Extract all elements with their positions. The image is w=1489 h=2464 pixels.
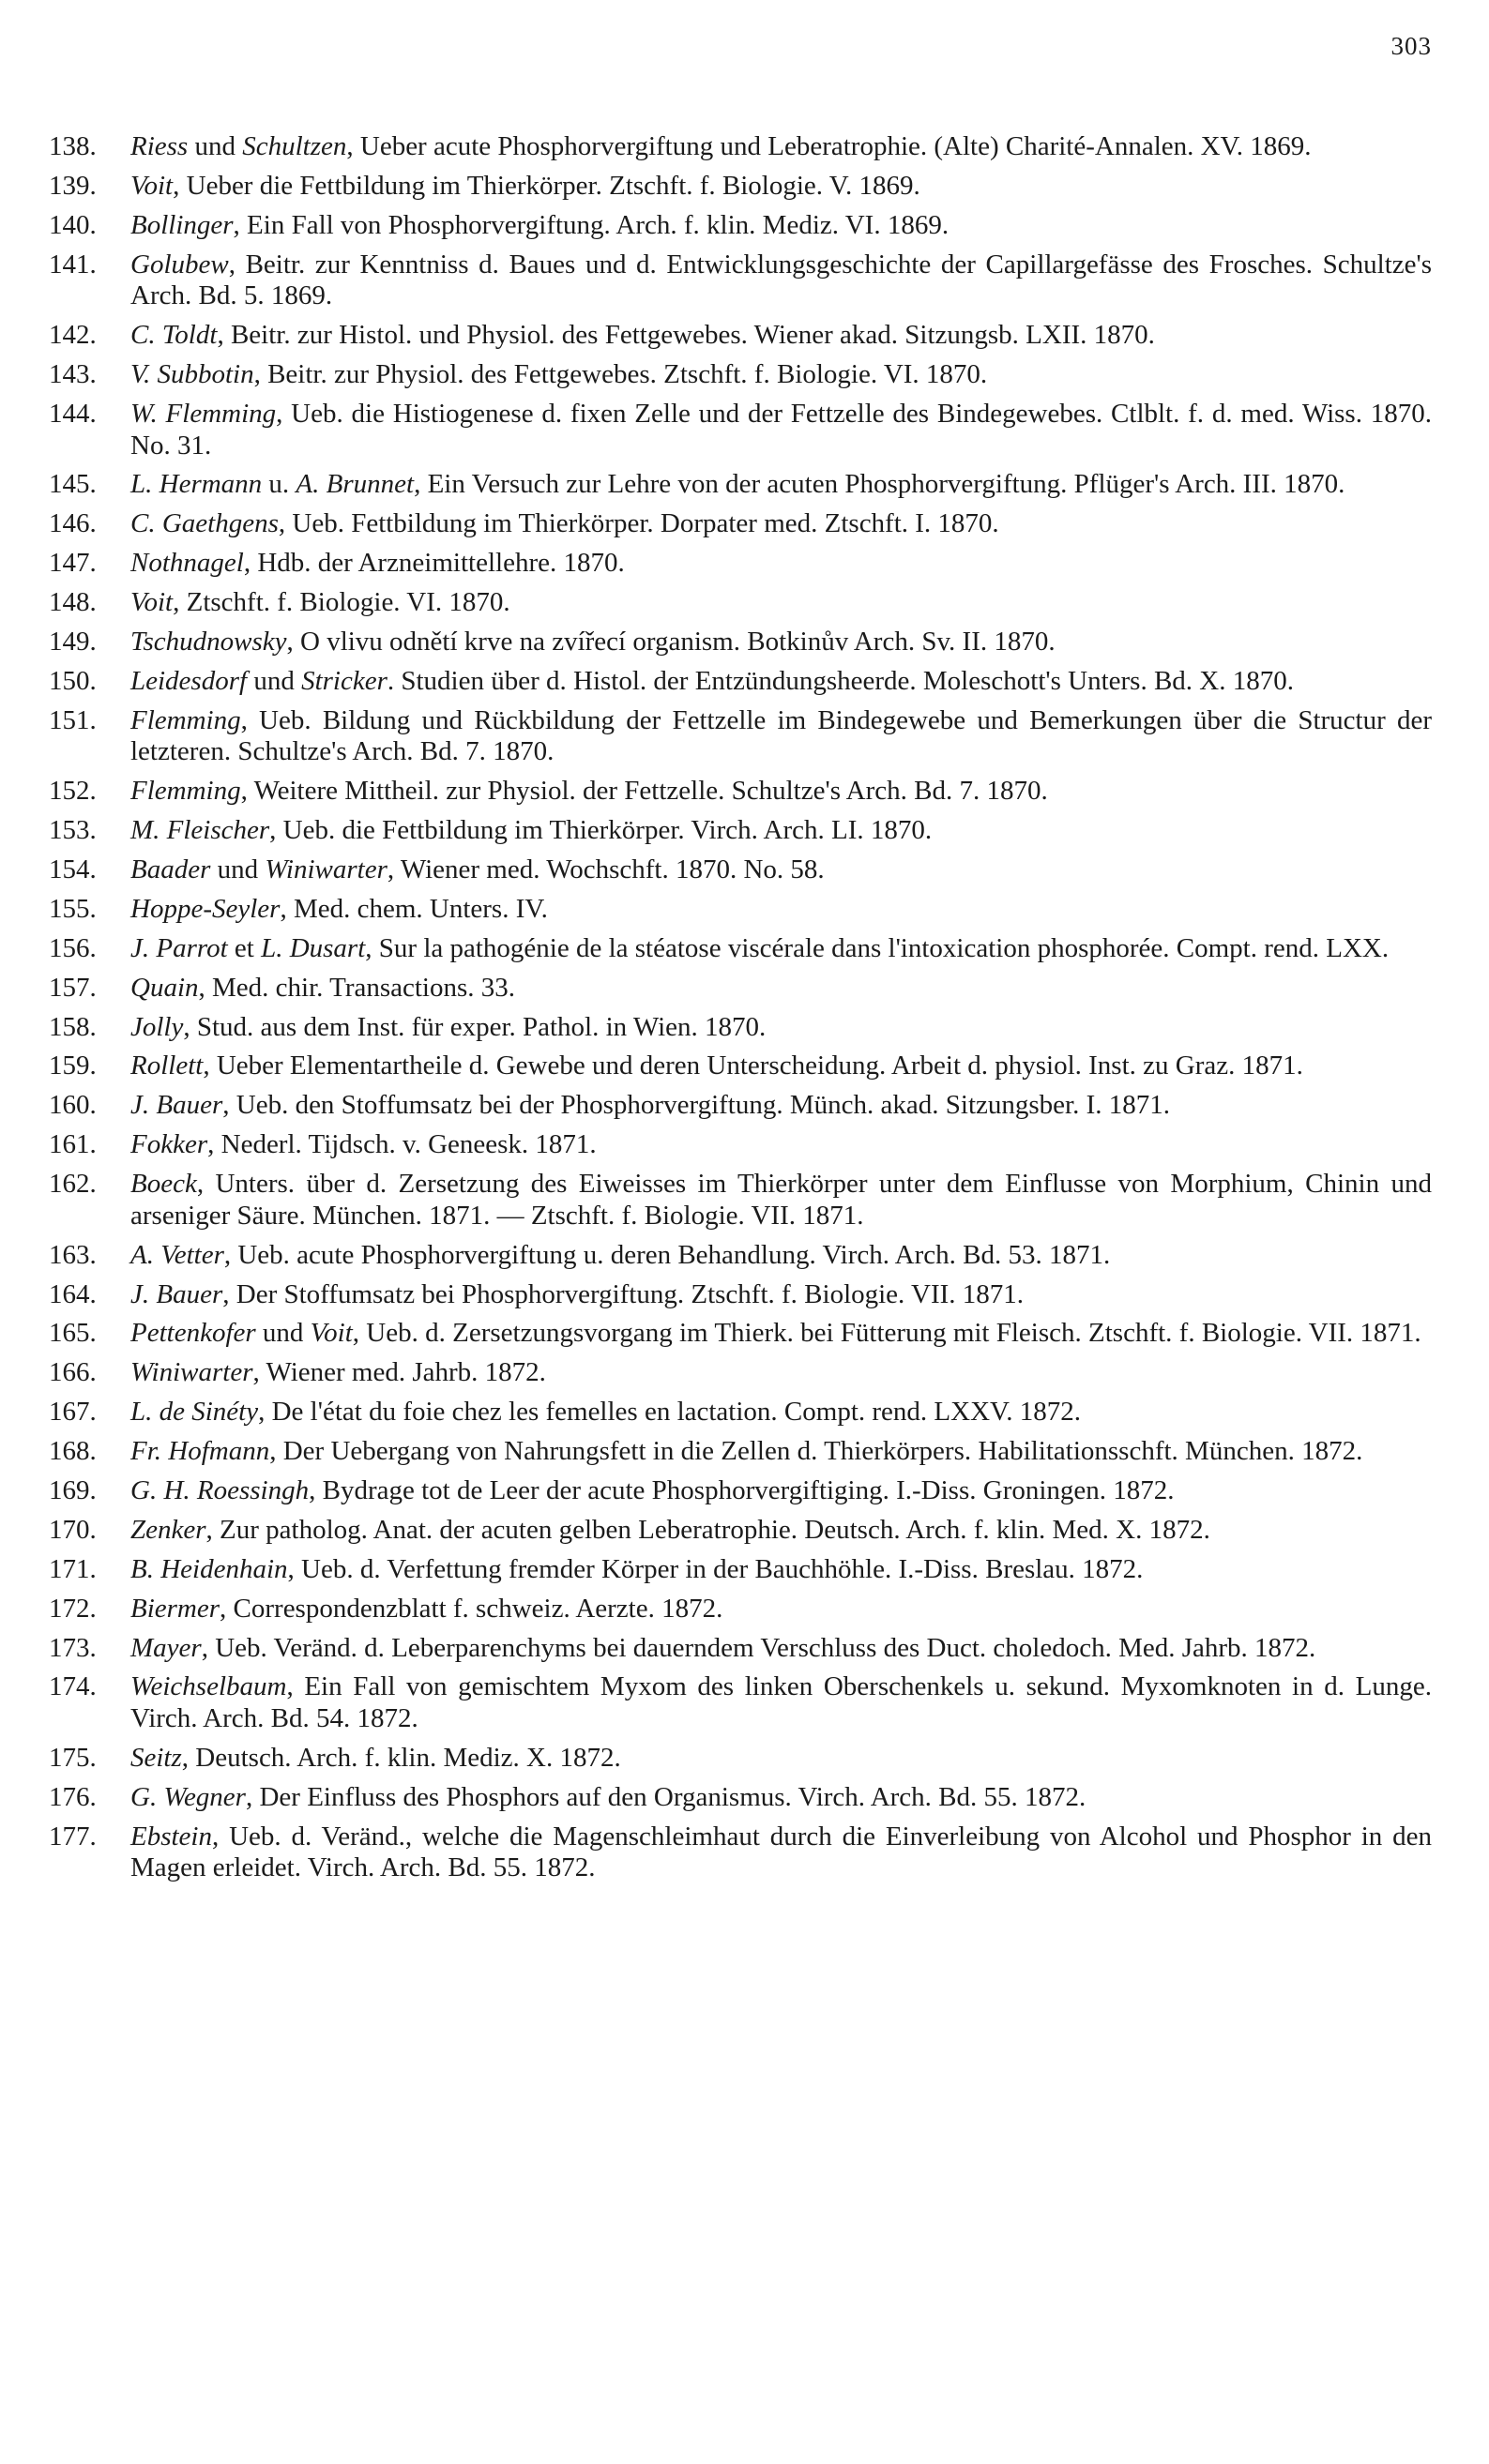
reference-number: 171. xyxy=(49,1553,97,1584)
reference-author: Voit xyxy=(310,1318,353,1349)
reference-entry xyxy=(49,249,1432,312)
reference-entry xyxy=(49,1012,1432,1044)
reference-body xyxy=(130,1169,1432,1232)
reference-author: Biermer xyxy=(130,1593,220,1624)
reference-author: J. Bauer xyxy=(130,1278,223,1309)
reference-text: , Correspondenzblatt f. schweiz. Aerzte. 1872. xyxy=(220,1593,723,1624)
reference-number: 154. xyxy=(49,854,97,885)
reference-text: , Med. chir. Transactions. 33. xyxy=(198,972,516,1003)
reference-number: 170. xyxy=(49,1514,97,1545)
reference-entry xyxy=(49,320,1432,352)
reference-text: , Ueber acute Phosphorvergiftung und Leberatrophie. (Alte) Charité-Annalen. XV. 1869. xyxy=(346,131,1312,161)
reference-body xyxy=(130,1240,1432,1272)
reference-number: 152. xyxy=(49,776,97,807)
reference-number: 144. xyxy=(49,398,97,429)
reference-author: Baader xyxy=(130,854,211,885)
reference-text: . Studien über d. Histol. der Entzündungsheerde. Moleschott's Unters. Bd. X. 1870. xyxy=(387,665,1294,696)
reference-number: 176. xyxy=(49,1781,97,1812)
reference-conjunction: et xyxy=(227,932,262,963)
reference-author: Stricker xyxy=(301,665,387,696)
reference-number: 162. xyxy=(49,1169,97,1200)
reference-body xyxy=(130,1090,1432,1122)
reference-text: , Ueb. d. Zersetzungsvorgang im Thierk. bei Fütterung mit Fleisch. Ztschft. f. Biologie. VII. 1871. xyxy=(352,1318,1421,1349)
reference-author: Schultzen xyxy=(242,131,347,161)
reference-author: L. Dusart xyxy=(261,932,366,963)
reference-text: , Ueb. d. Veränd., welche die Magenschleimhaut durch die Einverleibung von Alcohol und Phosphor in den Magen erleidet. Virch. Arch. Bd. 55. 1872. xyxy=(130,1821,1432,1883)
reference-body xyxy=(130,210,1432,242)
reference-number: 143. xyxy=(49,359,97,390)
reference-entry xyxy=(49,1169,1432,1232)
reference-entry xyxy=(49,973,1432,1005)
reference-author: G. H. Roessingh xyxy=(130,1474,310,1505)
reference-author: Rollett xyxy=(130,1051,204,1081)
reference-entry xyxy=(49,854,1432,886)
reference-author: C. Toldt xyxy=(130,320,218,351)
reference-number: 168. xyxy=(49,1436,97,1467)
reference-author: Hoppe-Seyler xyxy=(130,893,281,924)
reference-body xyxy=(130,131,1432,163)
reference-text: , Ein Fall von gemischtem Myxom des linken Oberschenkels u. sekund. Myxomknoten in d. Lunge. Virch. Arch. Bd. 54. 1872. xyxy=(130,1671,1432,1734)
reference-number: 153. xyxy=(49,815,97,846)
reference-entry xyxy=(49,1090,1432,1122)
reference-entry xyxy=(49,1515,1432,1547)
reference-text: , Ein Versuch zur Lehre von der acuten Phosphorvergiftung. Pflüger's Arch. III. 1870. xyxy=(414,469,1345,500)
reference-number: 140. xyxy=(49,209,97,240)
reference-body xyxy=(130,171,1432,203)
reference-entry xyxy=(49,587,1432,619)
reference-text: , Wiener med. Wochschft. 1870. No. 58. xyxy=(387,854,825,885)
reference-author: M. Fleischer xyxy=(130,815,270,846)
reference-entry xyxy=(49,776,1432,808)
reference-entry xyxy=(49,1129,1432,1161)
reference-author: C. Gaethgens xyxy=(130,508,279,539)
reference-text: , Zur patholog. Anat. der acuten gelben Leberatrophie. Deutsch. Arch. f. klin. Med. X. 1872. xyxy=(205,1514,1210,1545)
reference-author: Mayer xyxy=(130,1632,202,1663)
reference-author: A. Brunnet xyxy=(296,469,415,500)
reference-number: 149. xyxy=(49,626,97,657)
reference-conjunction: und xyxy=(247,665,302,696)
reference-author: Fokker xyxy=(130,1129,208,1160)
reference-body xyxy=(130,1436,1432,1468)
reference-body xyxy=(130,666,1432,698)
reference-text: , Der Uebergang von Nahrungsfett in die Zellen d. Thierkörpers. Habilitationsschft. München. 1872. xyxy=(269,1436,1363,1467)
reference-text: , Stud. aus dem Inst. für exper. Pathol. in Wien. 1870. xyxy=(183,1011,767,1042)
reference-number: 169. xyxy=(49,1474,97,1505)
reference-author: Bollinger xyxy=(130,209,234,240)
reference-author: Boeck xyxy=(130,1169,197,1200)
reference-number: 142. xyxy=(49,320,97,351)
reference-body xyxy=(130,776,1432,808)
reference-entry xyxy=(49,171,1432,203)
reference-author: J. Parrot xyxy=(130,932,228,963)
reference-entry xyxy=(49,469,1432,501)
reference-author: Nothnagel xyxy=(130,548,244,579)
reference-body xyxy=(130,973,1432,1005)
page-number: 303 xyxy=(1390,32,1432,60)
reference-text: , Ueber Elementartheile d. Gewebe und deren Unterscheidung. Arbeit d. physiol. Inst. zu Graz. 1871. xyxy=(203,1051,1303,1081)
reference-number: 159. xyxy=(49,1051,97,1081)
reference-body xyxy=(130,1318,1432,1350)
reference-body xyxy=(130,1475,1432,1507)
reference-entry xyxy=(49,1594,1432,1625)
reference-number: 158. xyxy=(49,1011,97,1042)
reference-body xyxy=(130,359,1432,391)
reference-text: , Ueber die Fettbildung im Thierkörper. Ztschft. f. Biologie. V. 1869. xyxy=(173,170,920,201)
reference-number: 147. xyxy=(49,548,97,579)
reference-text: , Ueb. den Stoffumsatz bei der Phosphorvergiftung. Münch. akad. Sitzungsber. I. 1871. xyxy=(222,1090,1170,1121)
reference-entry xyxy=(49,1743,1432,1775)
reference-conjunction: u. xyxy=(262,469,296,500)
reference-body xyxy=(130,627,1432,658)
reference-text: , Weitere Mittheil. zur Physiol. der Fettzelle. Schultze's Arch. Bd. 7. 1870. xyxy=(240,776,1048,807)
reference-body xyxy=(130,1633,1432,1665)
reference-number: 161. xyxy=(49,1129,97,1160)
reference-author: B. Heidenhain xyxy=(130,1553,288,1584)
reference-text: , De l'état du foie chez les femelles en lactation. Compt. rend. LXXV. 1872. xyxy=(258,1397,1081,1428)
reference-body xyxy=(130,1279,1432,1311)
reference-author: Flemming xyxy=(130,776,241,807)
reference-body xyxy=(130,1515,1432,1547)
reference-entry xyxy=(49,1475,1432,1507)
reference-text: , Unters. über d. Zersetzung des Eiweisses im Thierkörper unter dem Einflusse von Morphium, Chinin und arseniger Säure. München. 1871. — Ztschft. f. Biologie. VII. 1871. xyxy=(130,1169,1432,1231)
reference-author: L. de Sinéty xyxy=(130,1397,259,1428)
reference-number: 146. xyxy=(49,508,97,539)
reference-entry xyxy=(49,933,1432,965)
reference-number: 174. xyxy=(49,1671,97,1702)
reference-author: Ebstein xyxy=(130,1821,212,1852)
reference-number: 167. xyxy=(49,1397,97,1428)
reference-entry xyxy=(49,815,1432,847)
reference-conjunction: und xyxy=(255,1318,311,1349)
reference-text: , Ueb. acute Phosphorvergiftung u. deren Behandlung. Virch. Arch. Bd. 53. 1871. xyxy=(223,1239,1111,1270)
reference-author: G. Wegner xyxy=(130,1781,246,1812)
reference-entry xyxy=(49,1822,1432,1884)
reference-text: , O vlivu odnětí krve na zvířecí organism. Botkinův Arch. Sv. II. 1870. xyxy=(286,626,1056,657)
reference-body xyxy=(130,1743,1432,1775)
reference-entry xyxy=(49,1240,1432,1272)
reference-author: Riess xyxy=(130,131,189,161)
reference-number: 163. xyxy=(49,1239,97,1270)
reference-body xyxy=(130,815,1432,847)
reference-entry xyxy=(49,894,1432,926)
reference-entry xyxy=(49,508,1432,540)
reference-list xyxy=(49,131,1432,1892)
reference-entry xyxy=(49,1397,1432,1429)
reference-author: A. Vetter xyxy=(130,1239,224,1270)
reference-body xyxy=(130,1594,1432,1625)
reference-body xyxy=(130,1129,1432,1161)
reference-number: 177. xyxy=(49,1821,97,1852)
reference-author: Winiwarter xyxy=(265,854,387,885)
reference-number: 156. xyxy=(49,932,97,963)
reference-text: , Beitr. zur Histol. und Physiol. des Fettgewebes. Wiener akad. Sitzungsb. LXII. 1870. xyxy=(217,320,1155,351)
reference-number: 145. xyxy=(49,469,97,500)
reference-text: , Wiener med. Jahrb. 1872. xyxy=(252,1357,546,1388)
reference-text: , Der Einfluss des Phosphors auf den Organismus. Virch. Arch. Bd. 55. 1872. xyxy=(245,1781,1086,1812)
reference-entry xyxy=(49,1633,1432,1665)
reference-author: Winiwarter xyxy=(130,1357,253,1388)
reference-author: Pettenkofer xyxy=(130,1318,256,1349)
reference-number: 148. xyxy=(49,587,97,618)
reference-number: 166. xyxy=(49,1357,97,1388)
reference-text: , Med. chem. Unters. IV. xyxy=(280,893,548,924)
reference-body xyxy=(130,1012,1432,1044)
reference-body xyxy=(130,705,1432,768)
reference-text: , Beitr. zur Physiol. des Fettgewebes. Ztschft. f. Biologie. VI. 1870. xyxy=(253,359,988,390)
reference-entry xyxy=(49,548,1432,580)
reference-number: 150. xyxy=(49,665,97,696)
reference-author: Leidesdorf xyxy=(130,665,248,696)
reference-author: Fr. Hofmann xyxy=(130,1436,270,1467)
reference-author: Tschudnowsky xyxy=(130,626,287,657)
reference-number: 157. xyxy=(49,972,97,1003)
reference-conjunction: und xyxy=(188,131,243,161)
reference-number: 139. xyxy=(49,170,97,201)
reference-text: , Ueb. Fettbildung im Thierkörper. Dorpater med. Ztschft. I. 1870. xyxy=(278,508,999,539)
reference-number: 151. xyxy=(49,704,97,735)
reference-author: Flemming xyxy=(130,704,241,735)
reference-body xyxy=(130,548,1432,580)
reference-text: , Ztschft. f. Biologie. VI. 1870. xyxy=(173,587,510,618)
reference-author: Golubew xyxy=(130,249,229,280)
reference-body xyxy=(130,894,1432,926)
reference-text: , Beitr. zur Kenntniss d. Baues und d. Entwicklungsgeschichte der Capillargefässe des Frosches. Schultze's Arch. Bd. 5. 1869. xyxy=(130,249,1432,311)
reference-body xyxy=(130,1671,1432,1734)
reference-body xyxy=(130,1782,1432,1814)
reference-body xyxy=(130,1822,1432,1884)
reference-body xyxy=(130,508,1432,540)
reference-text: , Sur la pathogénie de la stéatose viscérale dans l'intoxication phosphorée. Compt. rend. LXX. xyxy=(365,932,1390,963)
reference-number: 173. xyxy=(49,1632,97,1663)
reference-number: 138. xyxy=(49,131,97,161)
reference-entry xyxy=(49,1357,1432,1389)
reference-author: Seitz xyxy=(130,1742,182,1773)
reference-author: W. Flemming xyxy=(130,398,277,429)
reference-entry xyxy=(49,210,1432,242)
reference-entry xyxy=(49,627,1432,658)
reference-author: V. Subbotin xyxy=(130,359,254,390)
reference-body xyxy=(130,1357,1432,1389)
reference-text: , Nederl. Tijdsch. v. Geneesk. 1871. xyxy=(207,1129,597,1160)
reference-author: Zenker xyxy=(130,1514,206,1545)
reference-entry xyxy=(49,1436,1432,1468)
reference-entry xyxy=(49,131,1432,163)
reference-text: , Deutsch. Arch. f. klin. Mediz. X. 1872. xyxy=(181,1742,621,1773)
reference-text: , Bydrage tot de Leer der acute Phosphorvergiftiging. I.-Diss. Groningen. 1872. xyxy=(309,1474,1175,1505)
reference-text: , Ueb. Veränd. d. Leberparenchyms bei dauerndem Verschluss des Duct. choledoch. Med. Jahrb. 1872. xyxy=(201,1632,1316,1663)
reference-entry xyxy=(49,1051,1432,1082)
reference-body xyxy=(130,1554,1432,1586)
reference-body xyxy=(130,933,1432,965)
reference-number: 175. xyxy=(49,1742,97,1773)
reference-entry xyxy=(49,666,1432,698)
reference-author: Jolly xyxy=(130,1011,184,1042)
reference-entry xyxy=(49,705,1432,768)
reference-author: Weichselbaum xyxy=(130,1671,287,1702)
reference-author: L. Hermann xyxy=(130,469,263,500)
reference-author: Voit xyxy=(130,170,174,201)
reference-number: 165. xyxy=(49,1318,97,1349)
reference-text: , Ueb. d. Verfettung fremder Körper in der Bauchhöhle. I.-Diss. Breslau. 1872. xyxy=(287,1553,1144,1584)
reference-author: Voit xyxy=(130,587,174,618)
reference-entry xyxy=(49,399,1432,461)
reference-entry xyxy=(49,1318,1432,1350)
reference-body xyxy=(130,469,1432,501)
reference-text: , Hdb. der Arzneimittellehre. 1870. xyxy=(243,548,625,579)
reference-author: Quain xyxy=(130,972,199,1003)
reference-body xyxy=(130,1397,1432,1429)
reference-text: , Ueb. die Fettbildung im Thierkörper. Virch. Arch. LI. 1870. xyxy=(269,815,933,846)
reference-body xyxy=(130,587,1432,619)
reference-author: J. Bauer xyxy=(130,1090,223,1121)
reference-number: 160. xyxy=(49,1090,97,1121)
reference-text: , Ueb. die Histiogenese d. fixen Zelle und der Fettzelle des Bindegewebes. Ctlblt. f. d. med. Wiss. 1870. No. 31. xyxy=(130,398,1432,461)
reference-text: , Ein Fall von Phosphorvergiftung. Arch. f. klin. Mediz. VI. 1869. xyxy=(233,209,950,240)
reference-entry xyxy=(49,1671,1432,1734)
reference-entry xyxy=(49,1554,1432,1586)
reference-number: 164. xyxy=(49,1278,97,1309)
reference-entry xyxy=(49,1782,1432,1814)
reference-number: 155. xyxy=(49,893,97,924)
reference-text: , Der Stoffumsatz bei Phosphorvergiftung. Ztschft. f. Biologie. VII. 1871. xyxy=(222,1278,1025,1309)
reference-conjunction: und xyxy=(210,854,266,885)
reference-entry xyxy=(49,359,1432,391)
reference-body xyxy=(130,399,1432,461)
reference-body xyxy=(130,249,1432,312)
reference-number: 172. xyxy=(49,1593,97,1624)
reference-body xyxy=(130,854,1432,886)
reference-number: 141. xyxy=(49,249,97,280)
reference-body xyxy=(130,1051,1432,1082)
reference-body xyxy=(130,320,1432,352)
reference-text: , Ueb. Bildung und Rückbildung der Fettzelle im Bindegewebe und Bemerkungen über die Structur der letzteren. Schultze's Arch. Bd. 7. 1870. xyxy=(130,704,1432,767)
reference-entry xyxy=(49,1279,1432,1311)
